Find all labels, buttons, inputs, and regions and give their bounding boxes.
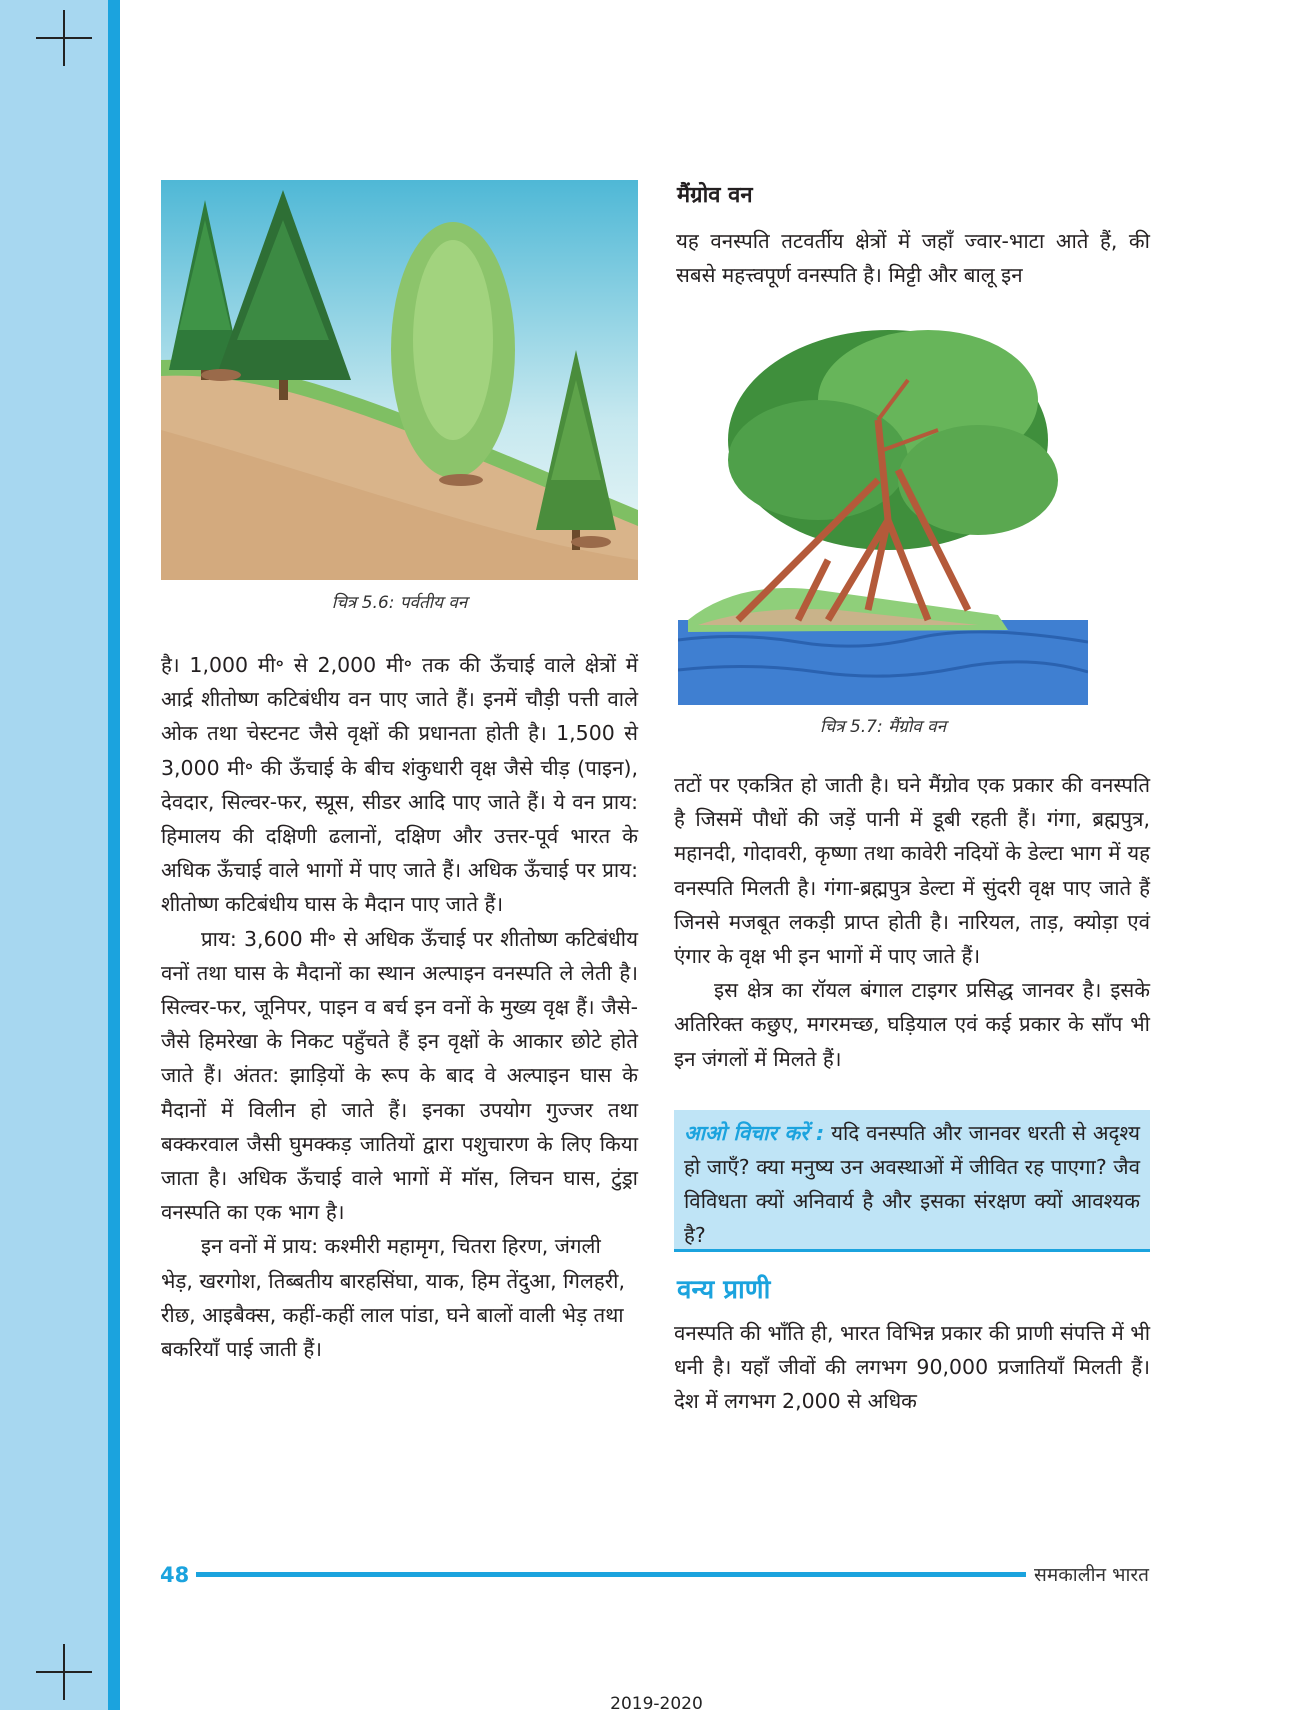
left-text-column <box>161 648 638 1366</box>
mangrove-intro <box>676 224 1150 292</box>
footer-rule <box>196 1572 1026 1577</box>
book-title: समकालीन भारत <box>1034 1564 1149 1586</box>
think-text: यदि वनस्पति और जानवर धरती से अदृश्य हो जाएँ? क्या मनुष्य उन अवस्थाओं में जीवित रह पाएगा? जैव विविधता क्यों अनिवार्य है और इसका संरक्षण क्यों आवश्यक है? <box>684 1121 1140 1247</box>
figure-caption: चित्र 5.7: मैंग्रोव वन <box>819 717 947 737</box>
crop-mark-icon <box>36 1644 92 1700</box>
year-label: 2019-2020 <box>610 1694 703 1714</box>
paragraph: यह वनस्पति तटवर्तीय क्षेत्रों में जहाँ ज्वार-भाटा आते हैं, की सबसे महत्त्वपूर्ण वनस्पति है। मिट्टी और बालू इन <box>676 229 1150 288</box>
wildlife-text <box>674 1316 1150 1419</box>
paragraph: प्राय: 3,600 मी॰ से अधिक ऊँचाई पर शीतोष्ण कटिबंधीय वनों तथा घास के मैदानों का स्थान अल्पाइन वनस्पति ले लेती है। सिल्वर-फर, जूनिपर, पाइन व बर्च इन वनों के मुख्य वृक्ष हैं। जैसे-जैसे हिमरेखा के निकट पहुँचते हैं इन वृक्षों के आकार छोटे होते जाते हैं। अंतत: झाड़ियों के रूप के बाद वे अल्पाइन घास के मैदानों में विलीन हो जाते हैं। इनका उपयोग गुज्जर तथा बक्करवाल जैसी घुमक्कड़ जातियों द्वारा पशुचारण के लिए किया जाता है। अधिक ऊँचाई वाले भागों में मॉस, लिचन घास, टुंड्रा वनस्पति का एक भाग है। <box>161 926 638 1225</box>
crop-mark-icon <box>36 10 92 66</box>
think-box <box>674 1110 1150 1252</box>
paragraph: इन वनों में प्राय: कश्मीरी महामृग, चितरा हिरण, जंगली भेड़, खरगोश, तिब्बतीय बारहसिंघा, याक, हिम तेंदुआ, गिलहरी, रीछ, आइबैक्स, कहीं-कहीं लाल पांडा, घने बालों वाली भेड़ तथा बकरियाँ पाई जाती हैं। <box>161 1234 625 1362</box>
think-label: आओ विचार करें : <box>684 1121 825 1145</box>
margin-line <box>108 0 120 1710</box>
paragraph: तटों पर एकत्रित हो जाती है। घने मैंग्रोव एक प्रकार की वनस्पति है जिसमें पौधों की जड़ें पानी में डूबी रहती हैं। गंगा, ब्रह्मपुत्र, महानदी, गोदावरी, कृष्णा तथा कावेरी नदियों के डेल्टा भाग में यह वनस्पति मिलती है। गंगा-ब्रह्मपुत्र डेल्टा में सुंदरी वृक्ष पाए जाते हैं जिनसे मजबूत लकड़ी प्राप्त होती है। नारियल, ताड़, क्योड़ा एवं एंगार के वृक्ष भी इन भागों में पाए जाते हैं। <box>674 773 1150 969</box>
page-number: 48 <box>160 1563 190 1587</box>
figure-caption: चित्र 5.6: पर्वतीय वन <box>331 593 468 613</box>
section-heading: मैंग्रोव वन <box>677 183 753 208</box>
margin-bar <box>0 0 113 1710</box>
section-heading: वन्य प्राणी <box>677 1275 771 1305</box>
mangrove-illustration <box>678 320 1088 705</box>
mountain-forest-illustration <box>161 180 638 580</box>
mangrove-text <box>674 768 1150 1076</box>
paragraph: इस क्षेत्र का रॉयल बंगाल टाइगर प्रसिद्ध जानवर है। इसके अतिरिक्त कछुए, मगरमच्छ, घड़ियाल एवं कई प्रकार के साँप भी इन जंगलों में मिलते हैं। <box>674 978 1150 1071</box>
paragraph: वनस्पति की भाँति ही, भारत विभिन्न प्रकार की प्राणी संपत्ति में भी धनी है। यहाँ जीवों की लगभग 90,000 प्रजातियाँ मिलती हैं। देश में लगभग 2,000 से अधिक <box>674 1321 1150 1414</box>
paragraph: है। 1,000 मी॰ से 2,000 मी॰ तक की ऊँचाई वाले क्षेत्रों में आर्द्र शीतोष्ण कटिबंधीय वन पाए जाते हैं। इनमें चौड़ी पत्ती वाले ओक तथा चेस्टनट जैसे वृक्षों की प्रधानता होती है। 1,500 से 3,000 मी॰ की ऊँचाई के बीच शंकुधारी वृक्ष जैसे चीड़ (पाइन), देवदार, सिल्वर-फर, स्प्रूस, सीडर आदि पाए जाते हैं। ये वन प्राय: हिमालय की दक्षिणी ढलानों, दक्षिण और उत्तर-पूर्व भारत के अधिक ऊँचाई वाले भागों में पाए जाते हैं। अधिक ऊँचाई पर प्राय: शीतोष्ण कटिबंधीय घास के मैदान पाए जाते हैं। <box>161 653 638 917</box>
